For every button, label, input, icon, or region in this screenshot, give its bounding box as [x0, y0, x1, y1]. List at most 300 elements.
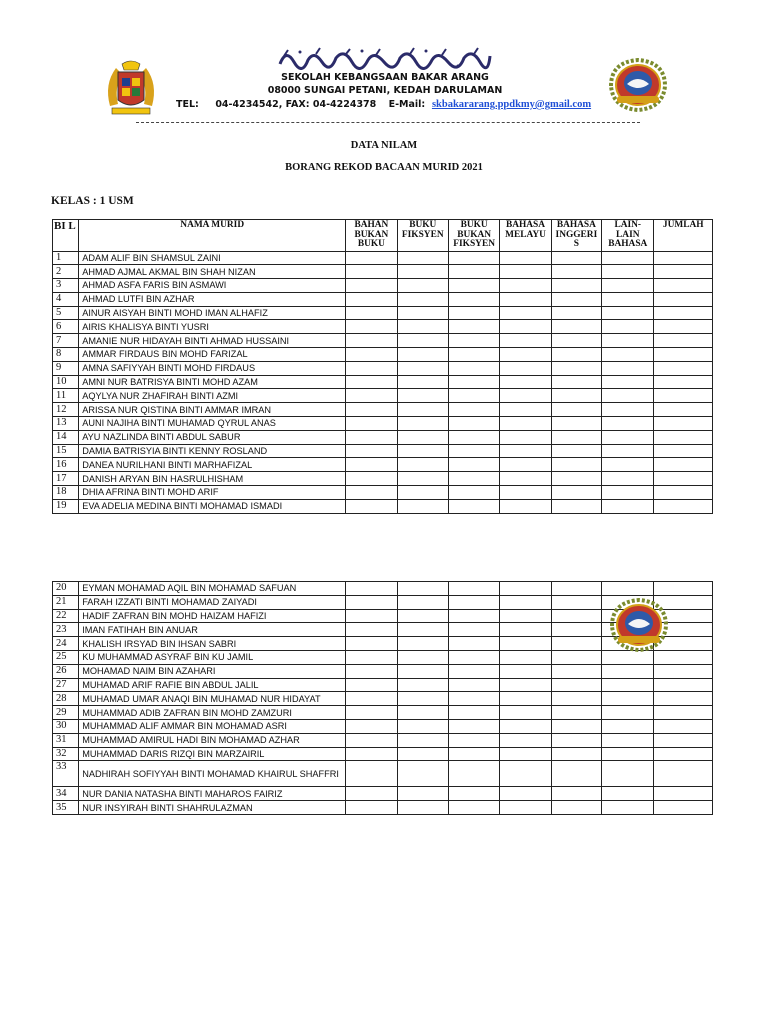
- row-number: 28: [53, 692, 79, 706]
- record-cell[interactable]: [448, 458, 499, 472]
- record-cell[interactable]: [551, 334, 601, 348]
- record-cell[interactable]: [654, 692, 713, 706]
- record-cell[interactable]: [397, 761, 448, 787]
- record-cell[interactable]: [397, 251, 448, 265]
- record-cell[interactable]: [397, 444, 448, 458]
- record-cell[interactable]: [448, 375, 499, 389]
- record-cell[interactable]: [448, 692, 499, 706]
- record-cell[interactable]: [551, 664, 601, 678]
- record-cell[interactable]: [346, 582, 397, 596]
- record-cell[interactable]: [397, 486, 448, 500]
- table-row: [53, 444, 713, 458]
- record-cell[interactable]: [346, 361, 397, 375]
- record-cell[interactable]: [551, 430, 601, 444]
- record-cell[interactable]: [551, 623, 601, 637]
- record-cell[interactable]: [602, 499, 654, 513]
- record-cell[interactable]: [397, 664, 448, 678]
- record-cell[interactable]: [654, 458, 713, 472]
- record-cell[interactable]: [654, 747, 713, 761]
- record-cell[interactable]: [551, 650, 601, 664]
- record-cell[interactable]: [602, 375, 654, 389]
- row-number: 31: [53, 733, 79, 747]
- record-cell[interactable]: [602, 334, 654, 348]
- col-header-jumlah: JUMLAH: [654, 220, 713, 252]
- record-cell[interactable]: [397, 403, 448, 417]
- record-cell[interactable]: [551, 609, 601, 623]
- record-cell[interactable]: [500, 650, 551, 664]
- record-cell[interactable]: [346, 733, 397, 747]
- record-cell[interactable]: [654, 306, 713, 320]
- record-cell[interactable]: [500, 361, 551, 375]
- row-number: 21: [53, 595, 79, 609]
- record-cell[interactable]: [448, 719, 499, 733]
- record-cell[interactable]: [551, 499, 601, 513]
- record-cell[interactable]: [500, 292, 551, 306]
- record-cell[interactable]: [397, 582, 448, 596]
- record-cell[interactable]: [500, 692, 551, 706]
- record-cell[interactable]: [654, 582, 713, 596]
- record-cell[interactable]: [397, 733, 448, 747]
- record-cell[interactable]: [397, 609, 448, 623]
- record-cell[interactable]: [654, 678, 713, 692]
- record-cell[interactable]: [448, 747, 499, 761]
- record-cell[interactable]: [448, 637, 499, 651]
- record-cell[interactable]: [602, 692, 654, 706]
- record-cell[interactable]: [602, 787, 654, 801]
- record-cell[interactable]: [500, 444, 551, 458]
- table-row: [53, 706, 713, 720]
- record-cell[interactable]: [448, 444, 499, 458]
- record-cell[interactable]: [500, 609, 551, 623]
- record-cell[interactable]: [500, 801, 551, 815]
- record-cell[interactable]: [500, 719, 551, 733]
- record-cell[interactable]: [500, 678, 551, 692]
- record-cell[interactable]: [500, 458, 551, 472]
- record-cell[interactable]: [654, 389, 713, 403]
- record-cell[interactable]: [397, 306, 448, 320]
- record-cell[interactable]: [602, 292, 654, 306]
- record-cell[interactable]: [654, 706, 713, 720]
- record-cell[interactable]: [346, 499, 397, 513]
- record-cell[interactable]: [500, 320, 551, 334]
- record-cell[interactable]: [551, 417, 601, 431]
- record-cell[interactable]: [654, 761, 713, 787]
- record-cell[interactable]: [448, 430, 499, 444]
- record-cell[interactable]: [551, 403, 601, 417]
- record-cell[interactable]: [602, 403, 654, 417]
- header-divider: [136, 122, 640, 123]
- record-cell[interactable]: [654, 320, 713, 334]
- record-cell[interactable]: [346, 444, 397, 458]
- record-cell[interactable]: [500, 595, 551, 609]
- record-cell[interactable]: [500, 582, 551, 596]
- student-name: MUHAMMAD AMIRUL HADI BIN MOHAMAD AZHAR: [79, 733, 346, 747]
- record-cell[interactable]: [346, 747, 397, 761]
- record-cell[interactable]: [654, 787, 713, 801]
- record-cell[interactable]: [397, 623, 448, 637]
- record-cell[interactable]: [448, 403, 499, 417]
- table-row: [53, 334, 713, 348]
- record-cell[interactable]: [397, 265, 448, 279]
- record-cell[interactable]: [397, 334, 448, 348]
- record-cell[interactable]: [551, 801, 601, 815]
- record-cell[interactable]: [397, 650, 448, 664]
- record-cell[interactable]: [397, 692, 448, 706]
- record-cell[interactable]: [346, 320, 397, 334]
- record-cell[interactable]: [654, 472, 713, 486]
- student-name: NUR DANIA NATASHA BINTI MAHAROS FAIRIZ: [79, 787, 346, 801]
- record-cell[interactable]: [654, 733, 713, 747]
- record-cell[interactable]: [602, 320, 654, 334]
- record-cell[interactable]: [448, 306, 499, 320]
- record-cell[interactable]: [397, 430, 448, 444]
- table-row: [53, 733, 713, 747]
- record-cell[interactable]: [602, 706, 654, 720]
- record-cell[interactable]: [346, 417, 397, 431]
- record-cell[interactable]: [397, 787, 448, 801]
- student-name: MOHAMAD NAIM BIN AZAHARI: [79, 664, 346, 678]
- record-cell[interactable]: [397, 375, 448, 389]
- record-cell[interactable]: [551, 761, 601, 787]
- record-cell[interactable]: [346, 403, 397, 417]
- record-cell[interactable]: [397, 719, 448, 733]
- record-cell[interactable]: [448, 787, 499, 801]
- record-cell[interactable]: [500, 499, 551, 513]
- record-cell[interactable]: [397, 348, 448, 362]
- record-cell[interactable]: [551, 389, 601, 403]
- record-cell[interactable]: [500, 334, 551, 348]
- record-cell[interactable]: [448, 801, 499, 815]
- table-row: [53, 472, 713, 486]
- school-badge-watermark-icon: [607, 596, 671, 654]
- record-cell[interactable]: [448, 664, 499, 678]
- class-label: KELAS : 1 USM: [51, 195, 134, 207]
- record-cell[interactable]: [654, 417, 713, 431]
- record-cell[interactable]: [346, 692, 397, 706]
- record-cell[interactable]: [448, 389, 499, 403]
- record-cell[interactable]: [551, 706, 601, 720]
- record-cell[interactable]: [500, 787, 551, 801]
- table-row: [53, 761, 713, 787]
- record-cell[interactable]: [551, 320, 601, 334]
- school-badge-icon: [607, 56, 669, 114]
- tel-value: 04-4234542, FAX: 04-4224378: [215, 99, 377, 110]
- record-cell[interactable]: [602, 417, 654, 431]
- record-cell[interactable]: [448, 265, 499, 279]
- record-cell[interactable]: [654, 719, 713, 733]
- email-link[interactable]: skbakararang.ppdkmy@gmail.com: [431, 99, 592, 110]
- record-cell[interactable]: [602, 306, 654, 320]
- table-row: [53, 582, 713, 596]
- record-cell[interactable]: [397, 678, 448, 692]
- record-cell[interactable]: [551, 375, 601, 389]
- record-cell[interactable]: [500, 306, 551, 320]
- record-cell[interactable]: [551, 692, 601, 706]
- record-cell[interactable]: [397, 706, 448, 720]
- record-cell[interactable]: [448, 733, 499, 747]
- record-cell[interactable]: [500, 747, 551, 761]
- record-cell[interactable]: [602, 361, 654, 375]
- record-cell[interactable]: [654, 348, 713, 362]
- record-cell[interactable]: [397, 499, 448, 513]
- record-cell[interactable]: [500, 761, 551, 787]
- record-cell[interactable]: [602, 747, 654, 761]
- record-cell[interactable]: [448, 650, 499, 664]
- record-cell[interactable]: [551, 595, 601, 609]
- student-name: AHMAD AJMAL AKMAL BIN SHAH NIZAN: [79, 265, 346, 279]
- student-name: AMNI NUR BATRISYA BINTI MOHD AZAM: [79, 375, 346, 389]
- student-name: AMANIE NUR HIDAYAH BINTI AHMAD HUSSAINI: [79, 334, 346, 348]
- record-cell[interactable]: [654, 486, 713, 500]
- record-cell[interactable]: [448, 361, 499, 375]
- record-cell[interactable]: [551, 719, 601, 733]
- record-cell[interactable]: [346, 678, 397, 692]
- col-header-name: NAMA MURID: [79, 220, 346, 252]
- record-cell[interactable]: [346, 637, 397, 651]
- record-cell[interactable]: [551, 678, 601, 692]
- record-cell[interactable]: [346, 334, 397, 348]
- email-label: E-Mail:: [388, 99, 426, 110]
- record-cell[interactable]: [346, 719, 397, 733]
- student-name: MUHAMMAD ADIB ZAFRAN BIN MOHD ZAMZURI: [79, 706, 346, 720]
- record-cell[interactable]: [654, 499, 713, 513]
- row-number: 7: [53, 334, 79, 348]
- col-header-lain-lain-bahasa: LAIN- LAIN BAHASA: [602, 220, 654, 252]
- record-cell[interactable]: [551, 292, 601, 306]
- record-cell[interactable]: [602, 582, 654, 596]
- record-cell[interactable]: [551, 361, 601, 375]
- record-cell[interactable]: [346, 706, 397, 720]
- record-cell[interactable]: [500, 403, 551, 417]
- row-number: 25: [53, 650, 79, 664]
- record-cell[interactable]: [500, 637, 551, 651]
- record-cell[interactable]: [551, 747, 601, 761]
- record-cell[interactable]: [500, 265, 551, 279]
- record-cell[interactable]: [448, 595, 499, 609]
- record-cell[interactable]: [602, 486, 654, 500]
- record-cell[interactable]: [397, 747, 448, 761]
- record-cell[interactable]: [654, 430, 713, 444]
- record-cell[interactable]: [551, 637, 601, 651]
- record-cell[interactable]: [602, 279, 654, 293]
- table-row: [53, 499, 713, 513]
- record-cell[interactable]: [602, 761, 654, 787]
- record-cell[interactable]: [654, 801, 713, 815]
- student-name: EVA ADELIA MEDINA BINTI MOHAMAD ISMADI: [79, 499, 346, 513]
- record-cell[interactable]: [602, 664, 654, 678]
- student-name: MUHAMMAD ALIF AMMAR BIN MOHAMAD ASRI: [79, 719, 346, 733]
- record-cell[interactable]: [397, 361, 448, 375]
- page-title: DATA NILAM: [350, 140, 418, 151]
- row-number: 23: [53, 623, 79, 637]
- record-cell[interactable]: [346, 279, 397, 293]
- record-cell[interactable]: [654, 292, 713, 306]
- record-cell[interactable]: [654, 444, 713, 458]
- record-cell[interactable]: [448, 279, 499, 293]
- record-cell[interactable]: [551, 306, 601, 320]
- record-cell[interactable]: [346, 609, 397, 623]
- record-cell[interactable]: [500, 664, 551, 678]
- record-cell[interactable]: [551, 472, 601, 486]
- table-row: [53, 719, 713, 733]
- record-cell[interactable]: [397, 389, 448, 403]
- record-cell[interactable]: [448, 582, 499, 596]
- record-cell[interactable]: [346, 472, 397, 486]
- record-cell[interactable]: [602, 472, 654, 486]
- record-cell[interactable]: [500, 417, 551, 431]
- record-cell[interactable]: [654, 334, 713, 348]
- row-number: 16: [53, 458, 79, 472]
- record-cell[interactable]: [500, 623, 551, 637]
- table-row: [53, 389, 713, 403]
- record-cell[interactable]: [500, 733, 551, 747]
- record-cell[interactable]: [500, 430, 551, 444]
- record-cell[interactable]: [448, 334, 499, 348]
- record-cell[interactable]: [346, 595, 397, 609]
- row-number: 15: [53, 444, 79, 458]
- table-row: [53, 787, 713, 801]
- record-cell[interactable]: [346, 306, 397, 320]
- record-cell[interactable]: [500, 375, 551, 389]
- record-cell[interactable]: [602, 348, 654, 362]
- record-cell[interactable]: [448, 320, 499, 334]
- record-cell[interactable]: [397, 458, 448, 472]
- record-cell[interactable]: [654, 664, 713, 678]
- record-cell[interactable]: [551, 251, 601, 265]
- record-cell[interactable]: [346, 430, 397, 444]
- record-cell[interactable]: [448, 417, 499, 431]
- record-cell[interactable]: [602, 389, 654, 403]
- table-row: [53, 251, 713, 265]
- record-cell[interactable]: [448, 348, 499, 362]
- student-name: HADIF ZAFRAN BIN MOHD HAIZAM HAFIZI: [79, 609, 346, 623]
- jawi-script-banner: [276, 44, 492, 70]
- record-cell[interactable]: [346, 650, 397, 664]
- record-cell[interactable]: [654, 279, 713, 293]
- record-cell[interactable]: [500, 472, 551, 486]
- record-cell[interactable]: [397, 595, 448, 609]
- record-cell[interactable]: [602, 458, 654, 472]
- row-number: 12: [53, 403, 79, 417]
- record-cell[interactable]: [654, 361, 713, 375]
- row-number: 32: [53, 747, 79, 761]
- record-cell[interactable]: [448, 761, 499, 787]
- table-row: [53, 375, 713, 389]
- school-address: 08000 SUNGAI PETANI, KEDAH DARULAMAN: [267, 85, 503, 96]
- record-cell[interactable]: [346, 375, 397, 389]
- record-cell[interactable]: [500, 251, 551, 265]
- record-cell[interactable]: [500, 348, 551, 362]
- student-name: EYMAN MOHAMAD AQIL BIN MOHAMAD SAFUAN: [79, 582, 346, 596]
- record-cell[interactable]: [346, 389, 397, 403]
- record-cell[interactable]: [397, 279, 448, 293]
- record-cell[interactable]: [551, 458, 601, 472]
- record-cell[interactable]: [551, 733, 601, 747]
- record-cell[interactable]: [602, 678, 654, 692]
- record-cell[interactable]: [346, 292, 397, 306]
- record-cell[interactable]: [397, 320, 448, 334]
- record-cell[interactable]: [448, 486, 499, 500]
- record-cell[interactable]: [551, 265, 601, 279]
- table-row: [53, 692, 713, 706]
- record-cell[interactable]: [346, 265, 397, 279]
- record-cell[interactable]: [397, 292, 448, 306]
- row-number: 26: [53, 664, 79, 678]
- record-cell[interactable]: [551, 444, 601, 458]
- record-cell[interactable]: [346, 761, 397, 787]
- record-cell[interactable]: [654, 251, 713, 265]
- record-cell[interactable]: [397, 801, 448, 815]
- record-cell[interactable]: [654, 403, 713, 417]
- record-cell[interactable]: [448, 251, 499, 265]
- table-row: [53, 458, 713, 472]
- col-header-bahasa-melayu: BAHASA MELAYU: [500, 220, 551, 252]
- record-cell[interactable]: [346, 251, 397, 265]
- row-number: 34: [53, 787, 79, 801]
- row-number: 5: [53, 306, 79, 320]
- record-cell[interactable]: [346, 486, 397, 500]
- record-cell[interactable]: [551, 787, 601, 801]
- record-cell[interactable]: [500, 389, 551, 403]
- record-cell[interactable]: [346, 348, 397, 362]
- record-cell[interactable]: [602, 265, 654, 279]
- record-cell[interactable]: [346, 664, 397, 678]
- record-cell[interactable]: [654, 265, 713, 279]
- record-cell[interactable]: [500, 279, 551, 293]
- record-cell[interactable]: [448, 472, 499, 486]
- record-cell[interactable]: [448, 609, 499, 623]
- table-row: [53, 664, 713, 678]
- student-name: MUHAMMAD DARIS RIZQI BIN MARZAIRIL: [79, 747, 346, 761]
- student-name: AMNA SAFIYYAH BINTI MOHD FIRDAUS: [79, 361, 346, 375]
- record-cell[interactable]: [500, 486, 551, 500]
- table-row: [53, 306, 713, 320]
- student-name: KHALISH IRSYAD BIN IHSAN SABRI: [79, 637, 346, 651]
- record-cell[interactable]: [602, 801, 654, 815]
- record-cell[interactable]: [448, 678, 499, 692]
- record-cell[interactable]: [602, 444, 654, 458]
- record-cell[interactable]: [551, 582, 601, 596]
- record-cell[interactable]: [397, 637, 448, 651]
- record-cell[interactable]: [602, 733, 654, 747]
- row-number: 13: [53, 417, 79, 431]
- table-row: [53, 265, 713, 279]
- record-cell[interactable]: [500, 706, 551, 720]
- row-number: 2: [53, 265, 79, 279]
- record-cell[interactable]: [551, 486, 601, 500]
- record-cell[interactable]: [346, 623, 397, 637]
- record-cell[interactable]: [448, 706, 499, 720]
- record-cell[interactable]: [448, 292, 499, 306]
- record-cell[interactable]: [397, 417, 448, 431]
- record-cell[interactable]: [551, 348, 601, 362]
- record-cell[interactable]: [346, 458, 397, 472]
- student-name: FARAH IZZATI BINTI MOHAMAD ZAIYADI: [79, 595, 346, 609]
- record-cell[interactable]: [346, 801, 397, 815]
- table-row: [53, 279, 713, 293]
- record-cell[interactable]: [602, 430, 654, 444]
- record-cell[interactable]: [397, 472, 448, 486]
- record-cell[interactable]: [602, 719, 654, 733]
- record-cell[interactable]: [346, 787, 397, 801]
- record-cell[interactable]: [602, 251, 654, 265]
- record-cell[interactable]: [448, 623, 499, 637]
- row-number: 1: [53, 251, 79, 265]
- record-cell[interactable]: [551, 279, 601, 293]
- school-name: SEKOLAH KEBANGSAAN BAKAR ARANG: [281, 72, 489, 83]
- record-cell[interactable]: [448, 499, 499, 513]
- record-cell[interactable]: [654, 375, 713, 389]
